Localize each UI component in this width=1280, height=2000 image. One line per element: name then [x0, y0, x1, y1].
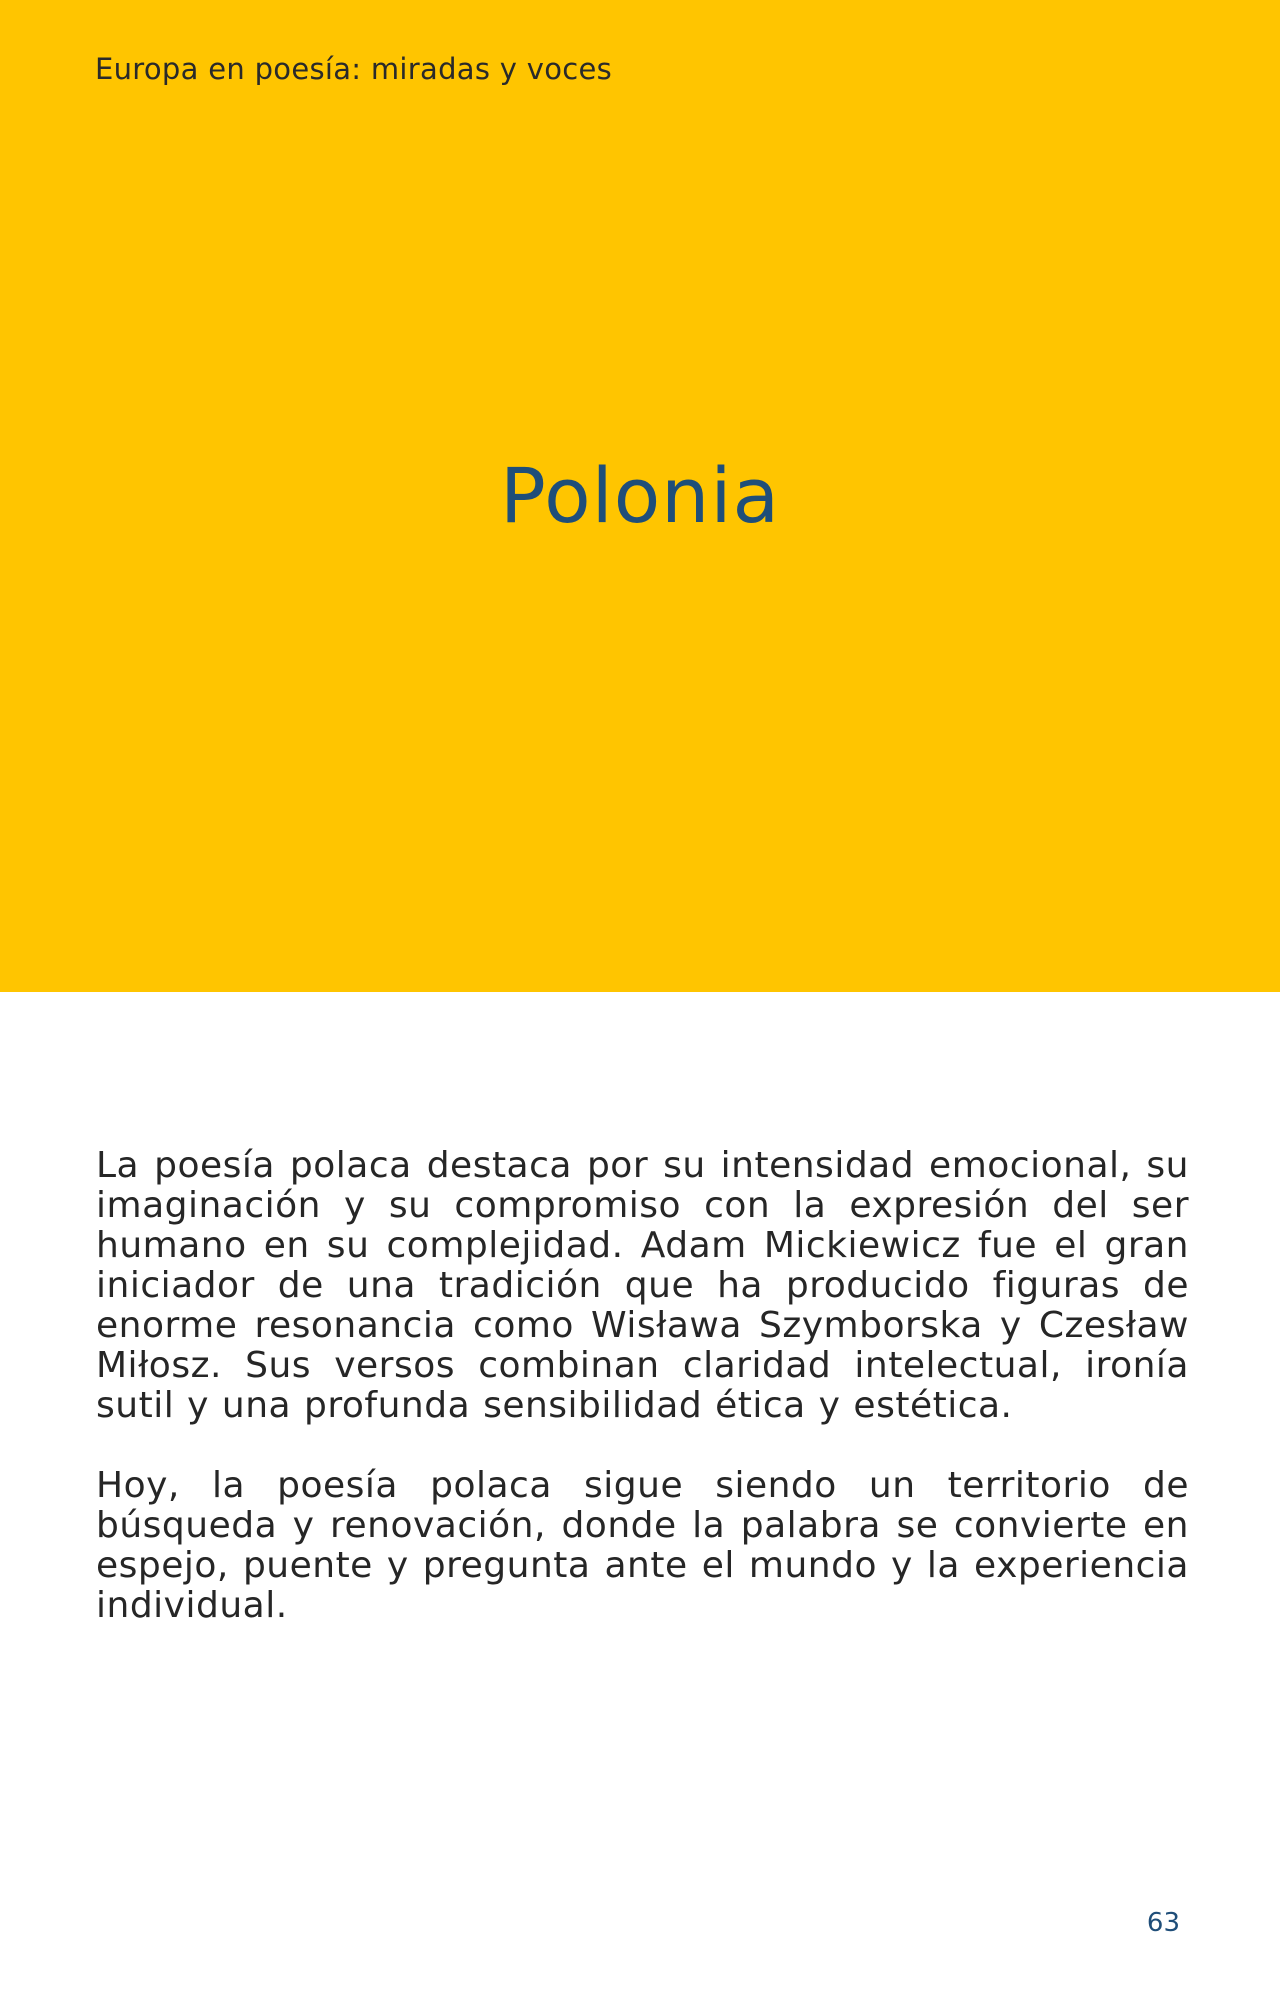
paragraph-intro: La poesía polaca destaca por su intensidad emocional, su imaginación y su compromiso con la expresión del ser humano en su complejidad. Adam Mickiewicz fue el gran iniciador de una tradición que ha producido figuras de enorme resonancia como Wisława Szymborska y Czesław Miłosz. Sus versos combinan claridad intelectual, ironía sutil y una profunda sensibilidad ética y estética. — [96, 1145, 1189, 1426]
chapter-title: Polonia — [499, 451, 781, 540]
chapter-banner — [0, 0, 1280, 992]
body-text — [96, 1146, 1189, 1666]
paragraph-today: Hoy, la poesía polaca sigue siendo un territorio de búsqueda y renovación, donde la palabra se convierte en espejo, puente y pregunta ante el mundo y la experiencia individual. — [96, 1465, 1189, 1626]
page-number: 63 — [1146, 1908, 1180, 1938]
running-header: Europa en poesía: miradas y voces — [95, 52, 613, 86]
